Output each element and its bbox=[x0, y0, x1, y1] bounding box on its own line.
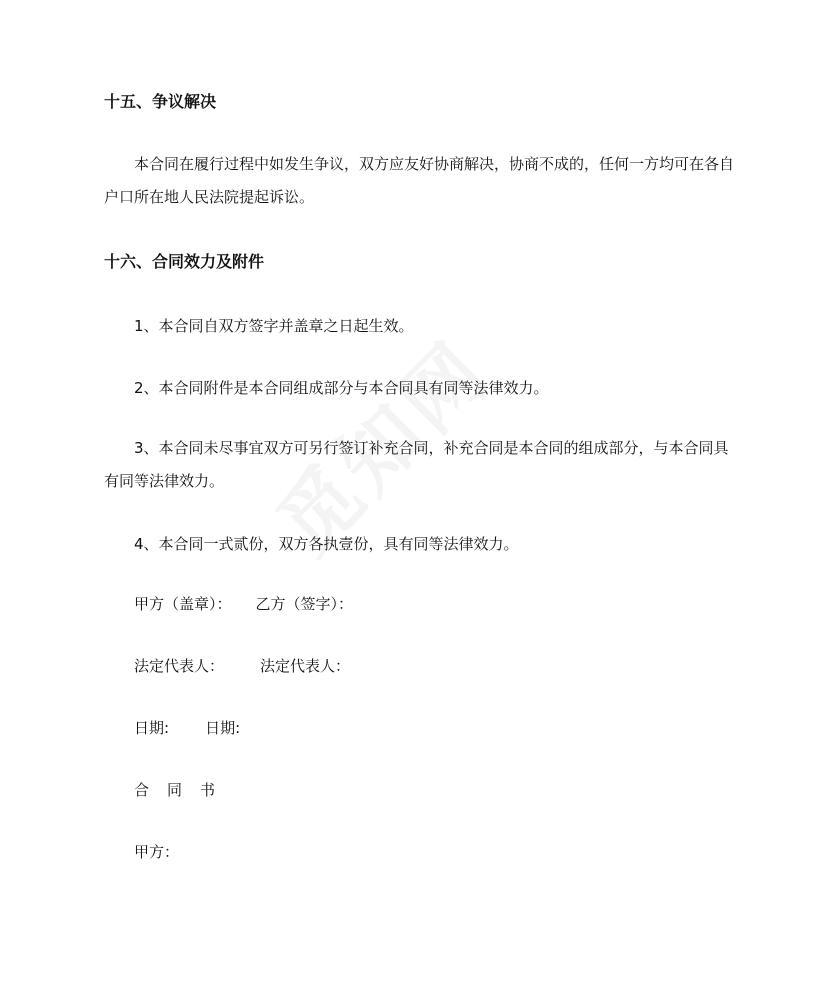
date-a-label: 日期: bbox=[134, 719, 170, 737]
signature-row-party bbox=[134, 594, 353, 614]
legal-rep-b-label: 法定代表人： bbox=[260, 657, 351, 675]
party-b-sign-label: 乙方（签字）： bbox=[255, 595, 354, 613]
section-15-body-text: 本合同在履行过程中如发生争议，双方应友好协商解决，协商不成的，任何一方均可在各自户口所在地人民法院提起诉讼。 bbox=[104, 155, 735, 206]
section-16-item-3-text: 3、本合同未尽事宜双方可另行签订补充合同，补充合同是本合同的组成部分，与本合同具有同等法律效力。 bbox=[104, 439, 729, 490]
section-16-item-1: 1、本合同自双方签字并盖章之日起生效。 bbox=[134, 317, 414, 335]
date-b-label: 日期: bbox=[205, 719, 241, 737]
signature-row-date bbox=[134, 718, 240, 738]
section-16-heading: 十六、合同效力及附件 bbox=[104, 252, 265, 271]
party-a-seal-label: 甲方（盖章）： bbox=[134, 595, 232, 613]
legal-rep-a-label: 法定代表人： bbox=[134, 657, 225, 675]
contract-title: 合同书 bbox=[134, 781, 234, 799]
section-16-item-3 bbox=[104, 432, 734, 498]
signature-row-legal-rep bbox=[134, 656, 350, 676]
section-16-item-4: 4、本合同一式贰份，双方各执壹份，具有同等法律效力。 bbox=[134, 535, 519, 553]
party-a-label: 甲方： bbox=[134, 843, 180, 861]
section-15-body bbox=[104, 148, 734, 214]
section-15-heading: 十五、争议解决 bbox=[104, 92, 217, 111]
section-16-item-2: 2、本合同附件是本合同组成部分与本合同具有同等法律效力。 bbox=[134, 379, 549, 397]
